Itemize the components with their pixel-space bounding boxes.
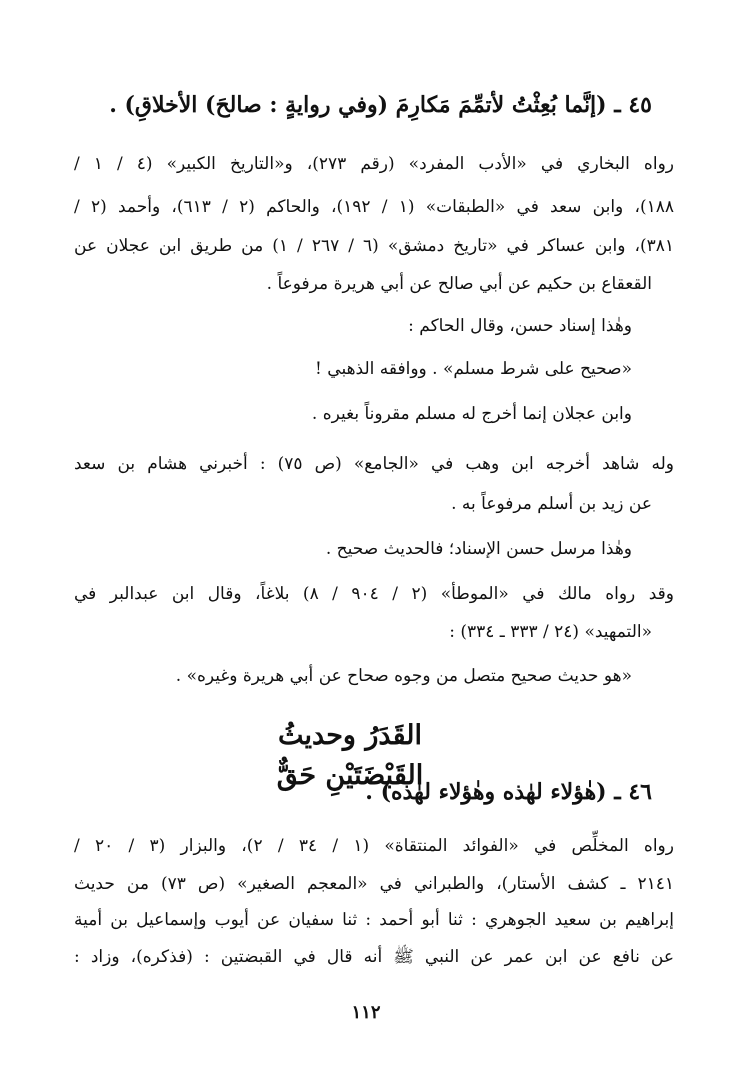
section-title: القَدَرُ وحديثُ القَبْضَتَيْنِ حَقٌّ [276, 720, 424, 791]
hadith-46-heading: ٤٦ ـ (هٰؤلاء لهٰذه وهٰؤلاء لهٰذه) . [365, 779, 652, 805]
quote-line: «هو حديث صحيح متصل من وجوه صحاح عن أبي هريرة وغيره» . [175, 666, 632, 686]
paragraph-line: القعقاع بن حكيم عن أبي صالح عن أبي هريرة مرفوعاً . [266, 274, 652, 294]
hadith-45-heading: ٤٥ ـ (إنَّما بُعِثْتُ لأتمِّمَ مَكارِمَ (وفي روايةٍ : صالحَ) الأخلاقِ) . [109, 92, 652, 118]
paragraph-line: وهٰذا مرسل حسن الإسناد؛ فالحديث صحيح . [325, 539, 632, 559]
paragraph-line: وابن عجلان إنما أخرج له مسلم مقروناً بغيره . [311, 404, 632, 424]
paragraph-line: إبراهيم بن سعيد الجوهري : ثنا أبو أحمد : ثنا سفيان عن أيوب وإسماعيل بن أمية [74, 910, 674, 930]
paragraph-line: وهٰذا إسناد حسن، وقال الحاكم : [408, 316, 632, 336]
paragraph-line: ٣٨١)، وابن عساكر في «تاريخ دمشق» (٦ / ٢٦٧ / ١) من طريق ابن عجلان عن [74, 236, 674, 256]
paragraph-line: وله شاهد أخرجه ابن وهب في «الجامع» (ص ٧٥) : أخبرني هشام بن سعد [74, 454, 674, 474]
paragraph-line: وقد رواه مالك في «الموطأ» (٢ / ٩٠٤ / ٨) بلاغاً، وقال ابن عبدالبر في [74, 584, 674, 604]
paragraph-line: عن نافع عن ابن عمر عن النبي ﷺ أنه قال في القبضتين : (فذكره)، وزاد : [74, 947, 674, 967]
paragraph-line: رواه البخاري في «الأدب المفرد» (رقم ٢٧٣)، و«التاريخ الكبير» (٤ / ١ / [74, 154, 674, 174]
paragraph-line: ٢١٤١ ـ كشف الأستار)، والطبراني في «المعجم الصغير» (ص ٧٣) من حديث [74, 874, 674, 894]
paragraph-line: «التمهيد» (٢٤ / ٣٣٣ ـ ٣٣٤) : [449, 622, 652, 642]
paragraph-line: ١٨٨)، وابن سعد في «الطبقات» (١ / ١٩٢)، والحاكم (٢ / ٦١٣)، وأحمد (٢ / [74, 197, 674, 217]
quote-line: «صحيح على شرط مسلم» . ووافقه الذهبي ! [315, 359, 632, 379]
paragraph-line: عن زيد بن أسلم مرفوعاً به . [451, 494, 652, 514]
paragraph-line: رواه المخلِّص في «الفوائد المنتقاة» (١ / ٣٤ / ٢)، والبزار (٣ / ٢٠ / [74, 836, 674, 856]
page-number: ١١٢ [351, 1002, 381, 1023]
